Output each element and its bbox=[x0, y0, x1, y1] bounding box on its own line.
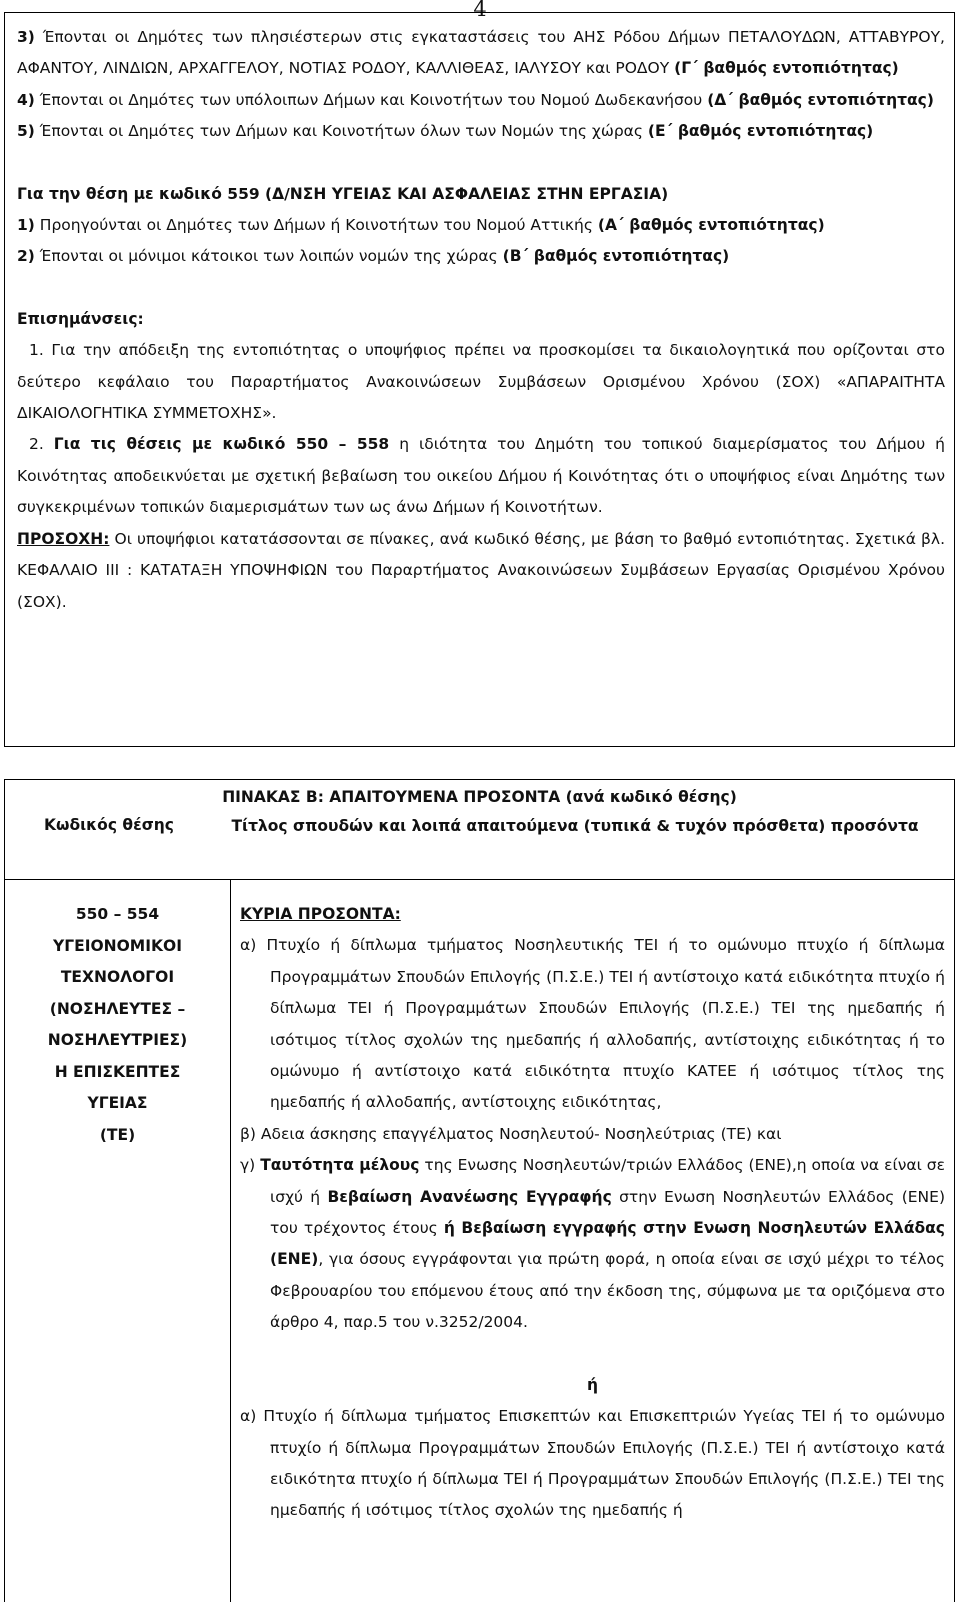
position-559-rule-2: 2) Έπονται οι μόνιμοι κάτοικοι των λοιπών νομών της χώρας (Β΄ βαθμός εντοπιότητας) bbox=[17, 247, 730, 266]
locality-rules-content bbox=[17, 22, 945, 618]
rule-5: 5) Έπονται οι Δημότες των Δήμων και Κοινοτήτων όλων των Νομών της χώρας (Ε΄ βαθμός εντοπιότητας) bbox=[17, 122, 874, 141]
code-line: 550 – 554 bbox=[75, 905, 160, 923]
main-qualifications-heading: ΚΥΡΙΑ ΠΡΟΣΟΝΤΑ: bbox=[240, 905, 401, 923]
locality-rules-box bbox=[4, 12, 955, 747]
code-line: Η ΕΠΙΣΚΕΠΤΕΣ bbox=[54, 1062, 181, 1081]
table-title: ΠΙΝΑΚΑΣ Β: ΑΠΑΙΤΟΥΜΕΝΑ ΠΡΟΣΟΝΤΑ (ανά κωδικό θέσης) bbox=[222, 788, 737, 806]
requirement-c-membership: γ) Ταυτότητα μέλους της Ενωσης Νοσηλευτών/τριών Ελλάδος (ΕΝΕ),η οποία να είναι σε ισχύ ή Βεβαίωση Ανανέωσης Εγγραφής στην Ενωση Νοσηλευτών Ελλάδος (ΕΝΕ) του τρέχοντος έτους ή Βεβαίωση εγγραφής στην Ενωση Νοσηλευτών Ελλάδας (ΕΝΕ), για όσους εγγράφονται για πρώτη φορά, η οποία είναι σε ισχύ μέχρι το τέλος Φεβρουαρίου του επόμενου έτους από την έκδοση της, σύμφωνα με τα οριζόμενα στο άρθρο 4, παρ.5 του ν.3252/2004. bbox=[240, 1156, 945, 1332]
rule-4: 4) Έπονται οι Δημότες των υπόλοιπων Δήμων και Κοινοτήτων του Νομού Δωδεκανήσου (Δ΄ βαθμός εντοπιότητας) bbox=[17, 90, 934, 109]
position-code-cell bbox=[5, 899, 230, 1151]
position-559-heading: Για την θέση με κωδικό 559 (Δ/ΝΣΗ ΥΓΕΙΑΣ ΚΑΙ ΑΣΦΑΛΕΙΑΣ ΣΤΗΝ ΕΡΓΑΣΙΑ) bbox=[17, 184, 669, 203]
code-line: ΥΓΕΙΑΣ bbox=[87, 1094, 148, 1112]
table-header bbox=[5, 780, 954, 880]
column-header-requirements: Τίτλος σπουδών και λοιπά απαιτούμενα (τυπικά & τυχόν πρόσθετα) προσόντα bbox=[231, 817, 919, 835]
rule-3: 3) Έπονται οι Δημότες των πλησιέστερων στις εγκαταστάσεις του ΑΗΣ Ρόδου Δήμων ΠΕΤΑΛΟΥΔΩΝ, ΑΤΤΑΒΥΡΟΥ, ΑΦΑΝΤΟΥ, ΛΙΝΔΙΩΝ, ΑΡΧΑΓΓΕΛΟΥ, ΝΟΤΙΑΣ ΡΟΔΟΥ, ΚΑΛΛΙΘΕΑΣ, ΙΑΛΥΣΟΥ και ΡΟΔΟΥ (Γ΄ βαθμός εντοπιότητας) bbox=[17, 28, 945, 78]
requirement-a-nursing-degree: α) Πτυχίο ή δίπλωμα τμήματος Νοσηλευτικής ΤΕΙ ή το ομώνυμο πτυχίο ή δίπλωμα Προγραμμάτων Σπουδών Επιλογής (Π.Σ.Ε.) ΤΕΙ ή αντίστοιχο κατά ειδικότητα πτυχίο ή δίπλωμα ΤΕΙ ή Προγραμμάτων Σπουδών Επιλογής (Π.Σ.Ε.) ΤΕΙ της ημεδαπής ή ισότιμος τίτλος σχολών της ημεδαπής ή αλλοδαπής, αντίστοιχης ειδικότητας ή το ομώνυμο ή αντίστοιχο κατά ειδικότητα πτυχίο ΚΑΤΕΕ ή ισότιμος τίτλος της ημεδαπής ή αλλοδαπής, αντίστοιχης ειδικότητας, bbox=[240, 936, 945, 1112]
column-header-code: Κωδικός θέσης bbox=[44, 816, 174, 834]
requirement-b-practice-license: β) Αδεια άσκησης επαγγέλματος Νοσηλευτού- Νοσηλεύτριας (ΤΕ) και bbox=[240, 1124, 782, 1143]
note-1: 1. Για την απόδειξη της εντοπιότητας ο υποψήφιος πρέπει να προσκομίσει τα δικαιολογητικά που ορίζονται στο δεύτερο κεφάλαιο του Παραρτήματος Ανακοινώσεων Συμβάσεων Ορισμένου Χρόνου (ΣΟΧ) «ΑΠΑΡΑΙΤΗΤΑ ΔΙΚΑΙΟΛΟΓΗΤΙΚΑ ΣΥΜΜΕΤΟΧΗΣ». bbox=[17, 341, 945, 423]
or-separator: ή bbox=[586, 1375, 599, 1394]
code-line: ΝΟΣΗΛΕΥΤΡΙΕΣ) bbox=[47, 1031, 188, 1049]
requirement-a-health-visitor-degree: α) Πτυχίο ή δίπλωμα τμήματος Επισκεπτών και Επισκεπτριών Υγείας ΤΕΙ ή το ομώνυμο πτυχίο ή δίπλωμα Προγραμμάτων Σπουδών Επιλογής (Π.Σ.Ε.) ΤΕΙ ή αντίστοιχο κατά ειδικότητα πτυχίο ή δίπλωμα ΤΕΙ ή Προγραμμάτων Σπουδών Επιλογής (Π.Σ.Ε.) ΤΕΙ της ημεδαπής ή ισότιμος τίτλος σχολών της ημεδαπής ή bbox=[240, 1407, 945, 1520]
requirements-table bbox=[4, 779, 955, 1602]
code-line: ΤΕΧΝΟΛΟΓΟΙ bbox=[60, 968, 175, 986]
page-number: 4 bbox=[473, 0, 487, 21]
position-559-rule-1: 1) Προηγούνται οι Δημότες των Δήμων ή Κοινοτήτων του Νομού Αττικής (Α΄ βαθμός εντοπιότητας) bbox=[17, 216, 825, 235]
code-line: ΥΓΕΙΟΝΟΜΙΚΟΙ bbox=[53, 936, 182, 955]
code-line: (ΤΕ) bbox=[99, 1125, 136, 1144]
code-line: (ΝΟΣΗΛΕΥΤΕΣ – bbox=[49, 999, 186, 1018]
note-2: 2. Για τις θέσεις με κωδικό 550 – 558 η ιδιότητα του Δημότη του τοπικού διαμερίσματος του Δήμου ή Κοινότητας αποδεικνύεται με σχετική βεβαίωση του οικείου Δήμου ή Κοινότητας ότι ο υποψήφιος είναι Δημότης των συγκεκριμένων τοπικών διαμερισμάτων των ως άνω Δήμων ή Κοινοτήτων. bbox=[17, 435, 945, 517]
column-divider bbox=[230, 880, 231, 1602]
requirements-cell bbox=[240, 899, 945, 1527]
attention-note: ΠΡΟΣΟΧΗ: Οι υποψήφιοι κατατάσσονται σε πίνακες, ανά κωδικό θέσης, με βάση το βαθμό εντοπιότητας. Σχετικά βλ. ΚΕΦΑΛΑΙΟ ΙΙΙ : ΚΑΤΑΤΑΞΗ ΥΠΟΨΗΦΙΩΝ του Παραρτήματος Ανακοινώσεων Συμβάσεων Εργασίας Ορισμένου Χρόνου (ΣΟΧ). bbox=[17, 529, 945, 611]
notes-heading: Επισημάνσεις: bbox=[17, 309, 144, 328]
